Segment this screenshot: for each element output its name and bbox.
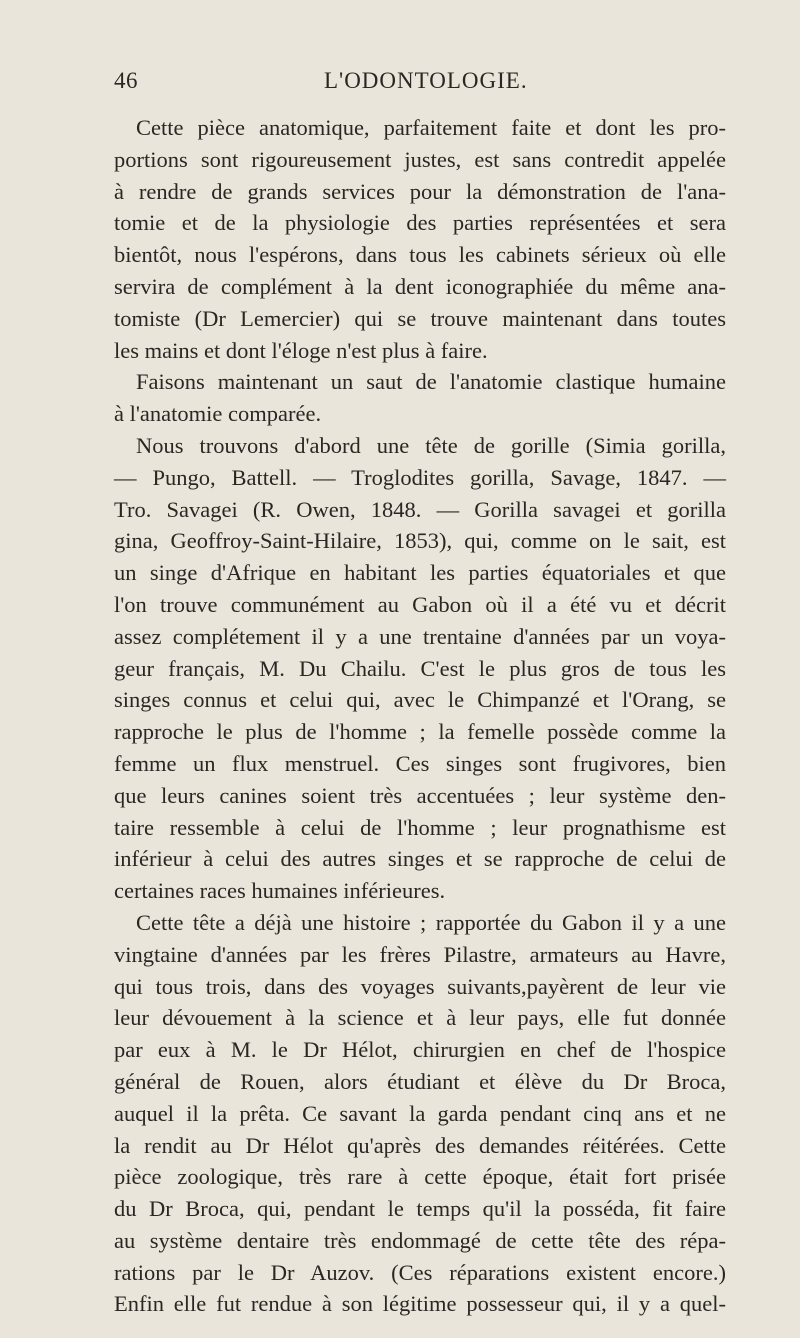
page-header bbox=[114, 68, 714, 100]
text-line: Faisons maintenant un saut de l'anatomie clastique humaine bbox=[136, 369, 726, 395]
running-title: L'ODONTOLOGIE. bbox=[324, 68, 528, 93]
text-line: gina, Geoffroy-Saint-Hilaire, 1853), qui, comme on le sait, est bbox=[114, 528, 726, 554]
text-line: au système dentaire très endommagé de cette tête des répa- bbox=[114, 1227, 726, 1253]
text-line: portions sont rigoureusement justes, est sans contredit appelée bbox=[114, 146, 726, 172]
text-line: certaines races humaines inférieures. bbox=[114, 878, 446, 904]
text-line: inférieur à celui des autres singes et se rapproche de celui de bbox=[114, 846, 726, 872]
text-line: par eux à M. le Dr Hélot, chirurgien en chef de l'hospice bbox=[114, 1037, 726, 1063]
text-line: taire ressemble à celui de l'homme ; leur prognathisme est bbox=[114, 814, 726, 840]
text-line: à l'anatomie comparée. bbox=[114, 401, 322, 427]
text-line: les mains et dont l'éloge n'est plus à faire. bbox=[114, 337, 488, 363]
text-line: auquel il la prêta. Ce savant la garda pendant cinq ans et ne bbox=[114, 1100, 726, 1126]
text-line: rations par le Dr Auzov. (Ces réparations existent encore.) bbox=[114, 1259, 726, 1285]
text-line: assez complétement il y a une trentaine d'années par un voya- bbox=[114, 623, 726, 649]
text-line: Tro. Savagei (R. Owen, 1848. — Gorilla savagei et gorilla bbox=[114, 496, 726, 522]
text-line: qui tous trois, dans des voyages suivants,payèrent de leur vie bbox=[114, 973, 726, 999]
text-line: la rendit au Dr Hélot qu'après des demandes réitérées. Cette bbox=[114, 1132, 726, 1158]
text-line: bientôt, nous l'espérons, dans tous les cabinets sérieux où elle bbox=[114, 242, 726, 268]
text-line: Cette tête a déjà une histoire ; rapportée du Gabon il y a une bbox=[136, 909, 726, 935]
text-line: leur dévouement à la science et à leur pays, elle fut donnée bbox=[114, 1005, 726, 1031]
text-line: tomie et de la physiologie des parties représentées et sera bbox=[114, 210, 726, 236]
text-line: vingtaine d'années par les frères Pilastre, armateurs au Havre, bbox=[114, 941, 726, 967]
text-line: un singe d'Afrique en habitant les parties équatoriales et que bbox=[114, 560, 726, 586]
text-line: tomiste (Dr Lemercier) qui se trouve maintenant dans toutes bbox=[114, 305, 726, 331]
text-line: l'on trouve communément au Gabon où il a été vu et décrit bbox=[114, 591, 726, 617]
text-line: à rendre de grands services pour la démonstration de l'ana- bbox=[114, 178, 726, 204]
text-line: singes connus et celui qui, avec le Chimpanzé et l'Orang, se bbox=[114, 687, 726, 713]
text-line: — Pungo, Battell. — Troglodites gorilla, Savage, 1847. — bbox=[114, 464, 726, 490]
body-text bbox=[114, 112, 726, 1320]
text-line: pièce zoologique, très rare à cette époque, était fort prisée bbox=[114, 1164, 726, 1190]
text-line: servira de complément à la dent iconographiée du même ana- bbox=[114, 273, 726, 299]
text-line: que leurs canines soient très accentuées ; leur système den- bbox=[114, 782, 726, 808]
text-line: Enfin elle fut rendue à son légitime possesseur qui, il y a quel- bbox=[114, 1291, 726, 1317]
text-line: femme un flux menstruel. Ces singes sont frugivores, bien bbox=[114, 750, 726, 776]
text-line: geur français, M. Du Chailu. C'est le plus gros de tous les bbox=[114, 655, 726, 681]
text-line: Cette pièce anatomique, parfaitement faite et dont les pro- bbox=[136, 115, 726, 140]
text-line: rapproche le plus de l'homme ; la femelle possède comme la bbox=[114, 719, 726, 745]
text-line: général de Rouen, alors étudiant et élève du Dr Broca, bbox=[114, 1068, 726, 1094]
text-line: Nous trouvons d'abord une tête de gorille (Simia gorilla, bbox=[136, 432, 726, 458]
page-number: 46 bbox=[114, 68, 138, 93]
text-line: du Dr Broca, qui, pendant le temps qu'il la posséda, fit faire bbox=[114, 1196, 726, 1222]
